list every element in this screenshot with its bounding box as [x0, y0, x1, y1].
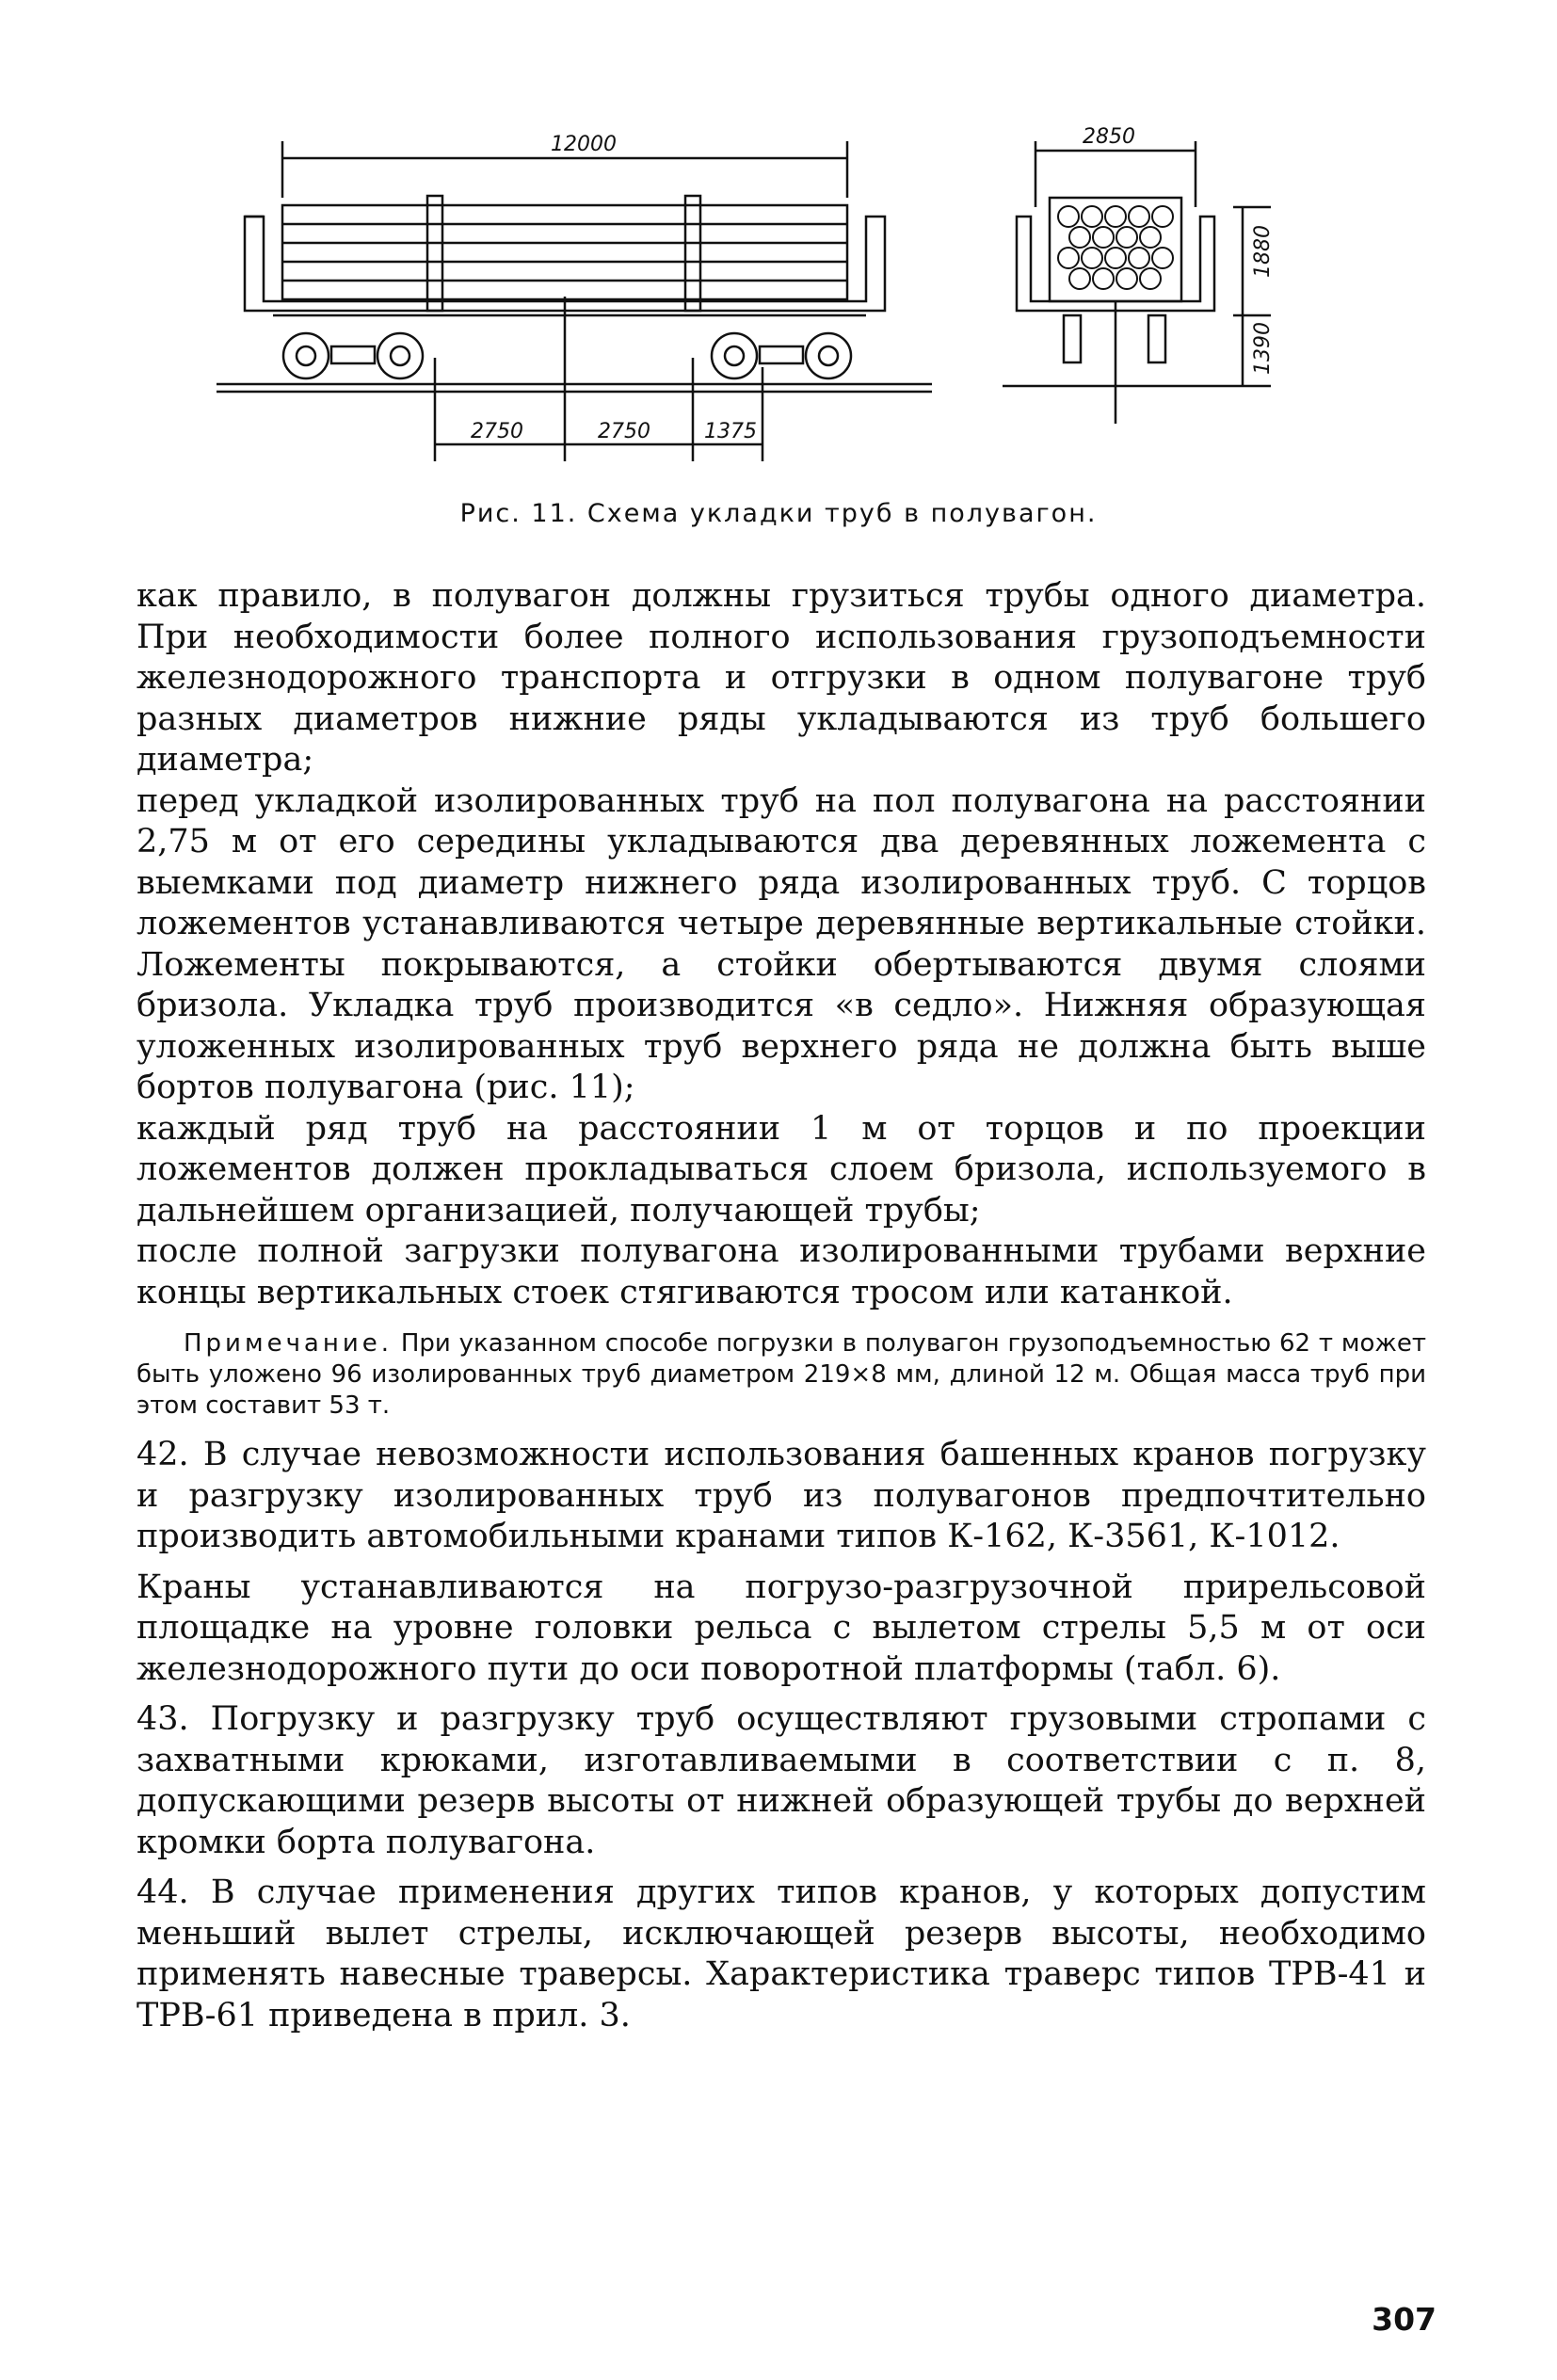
- dim-height-lower-label: 1390: [1251, 322, 1275, 375]
- note-label: Примечание.: [184, 1329, 393, 1358]
- paragraph: каждый ряд труб на расстоянии 1 м от торцов и по проекции ложементов должен прокладываться слоем бризола, используемого в дальнейшем организацией, получающей трубы;: [136, 1109, 1426, 1230]
- body-text: [136, 576, 1426, 2036]
- dim-width-label: 2850: [1083, 125, 1135, 149]
- section-42: 42. В случае невозможности использования башенных кранов погрузку и разгрузку изолированных труб из полувагонов предпочтительно производить автомобильными кранами типов К-162, К-3561, К-1012.: [136, 1436, 1426, 1555]
- paragraph: перед укладкой изолированных труб на пол полувагона на расстоянии 2,75 м от его середины укладываются два деревянных ложемента с выемками под диаметр нижнего ряда изолированных труб. С торцов ложементов устанавливаются четыре деревянные вертикальные стойки. Ложементы покрываются, а стойки обертываются двумя слоями бризола. Укладка труб производится «в седло». Нижняя образующая уложенных изолированных труб верхнего ряда не должна быть выше бортов полувагона (рис. 11);: [136, 781, 1426, 1106]
- dim-bottom-3-label: 1375: [704, 420, 757, 443]
- section-44: 44. В случае применения других типов кранов, у которых допустим меньший вылет стрелы, исключающей резерв высоты, необходимо применять навесные траверсы. Характеристика траверс типов ТРВ-41 и ТРВ-61 приведена в прил. 3.: [136, 1873, 1426, 2034]
- dim-bottom-2-label: 2750: [598, 420, 650, 443]
- section-43: 43. Погрузку и разгрузку труб осуществляют грузовыми стропами с захватными крюками, изготавливаемыми в соответствии с п. 8, допускающими резерв высоты от нижней образующей трубы до верхней кромки борта полувагона.: [136, 1700, 1426, 1861]
- note-text: При указанном способе погрузки в полувагон грузоподъемностью 62 т может быть уложено 96 изолированных труб диаметром 219×8 мм, длиной 12 м. Общая масса труб при этом составит 53 т.: [136, 1329, 1426, 1420]
- paragraph: как правило, в полувагон должны грузиться трубы одного диаметра. При необходимости более полного использования грузоподъемности железнодорожного транспорта и отгрузки в одном полувагоне труб разных диаметров нижние ряды укладываются из труб большего диаметра;: [136, 577, 1426, 779]
- dim-height-upper-label: 1880: [1251, 225, 1275, 278]
- figure-caption: Рис. 11. Схема укладки труб в полувагон.: [459, 499, 1098, 528]
- note: [136, 1328, 1426, 1422]
- section-42-cont: Краны устанавливаются на погрузо-разгрузочной прирельсовой площадке на уровне головки рельса с вылетом стрелы 5,5 м от оси железнодорожного пути до оси поворотной платформы (табл. 6).: [136, 1568, 1426, 1688]
- diagram: [188, 113, 1337, 443]
- figure-pipe-loading-scheme: [188, 113, 1337, 443]
- paragraph: после полной загрузки полувагона изолированными трубами верхние концы вертикальных стоек стягиваются тросом или катанкой.: [136, 1232, 1426, 1311]
- dim-length-label: 12000: [551, 133, 617, 156]
- dim-bottom-1-label: 2750: [471, 420, 523, 443]
- page-number: 307: [1372, 2301, 1437, 2338]
